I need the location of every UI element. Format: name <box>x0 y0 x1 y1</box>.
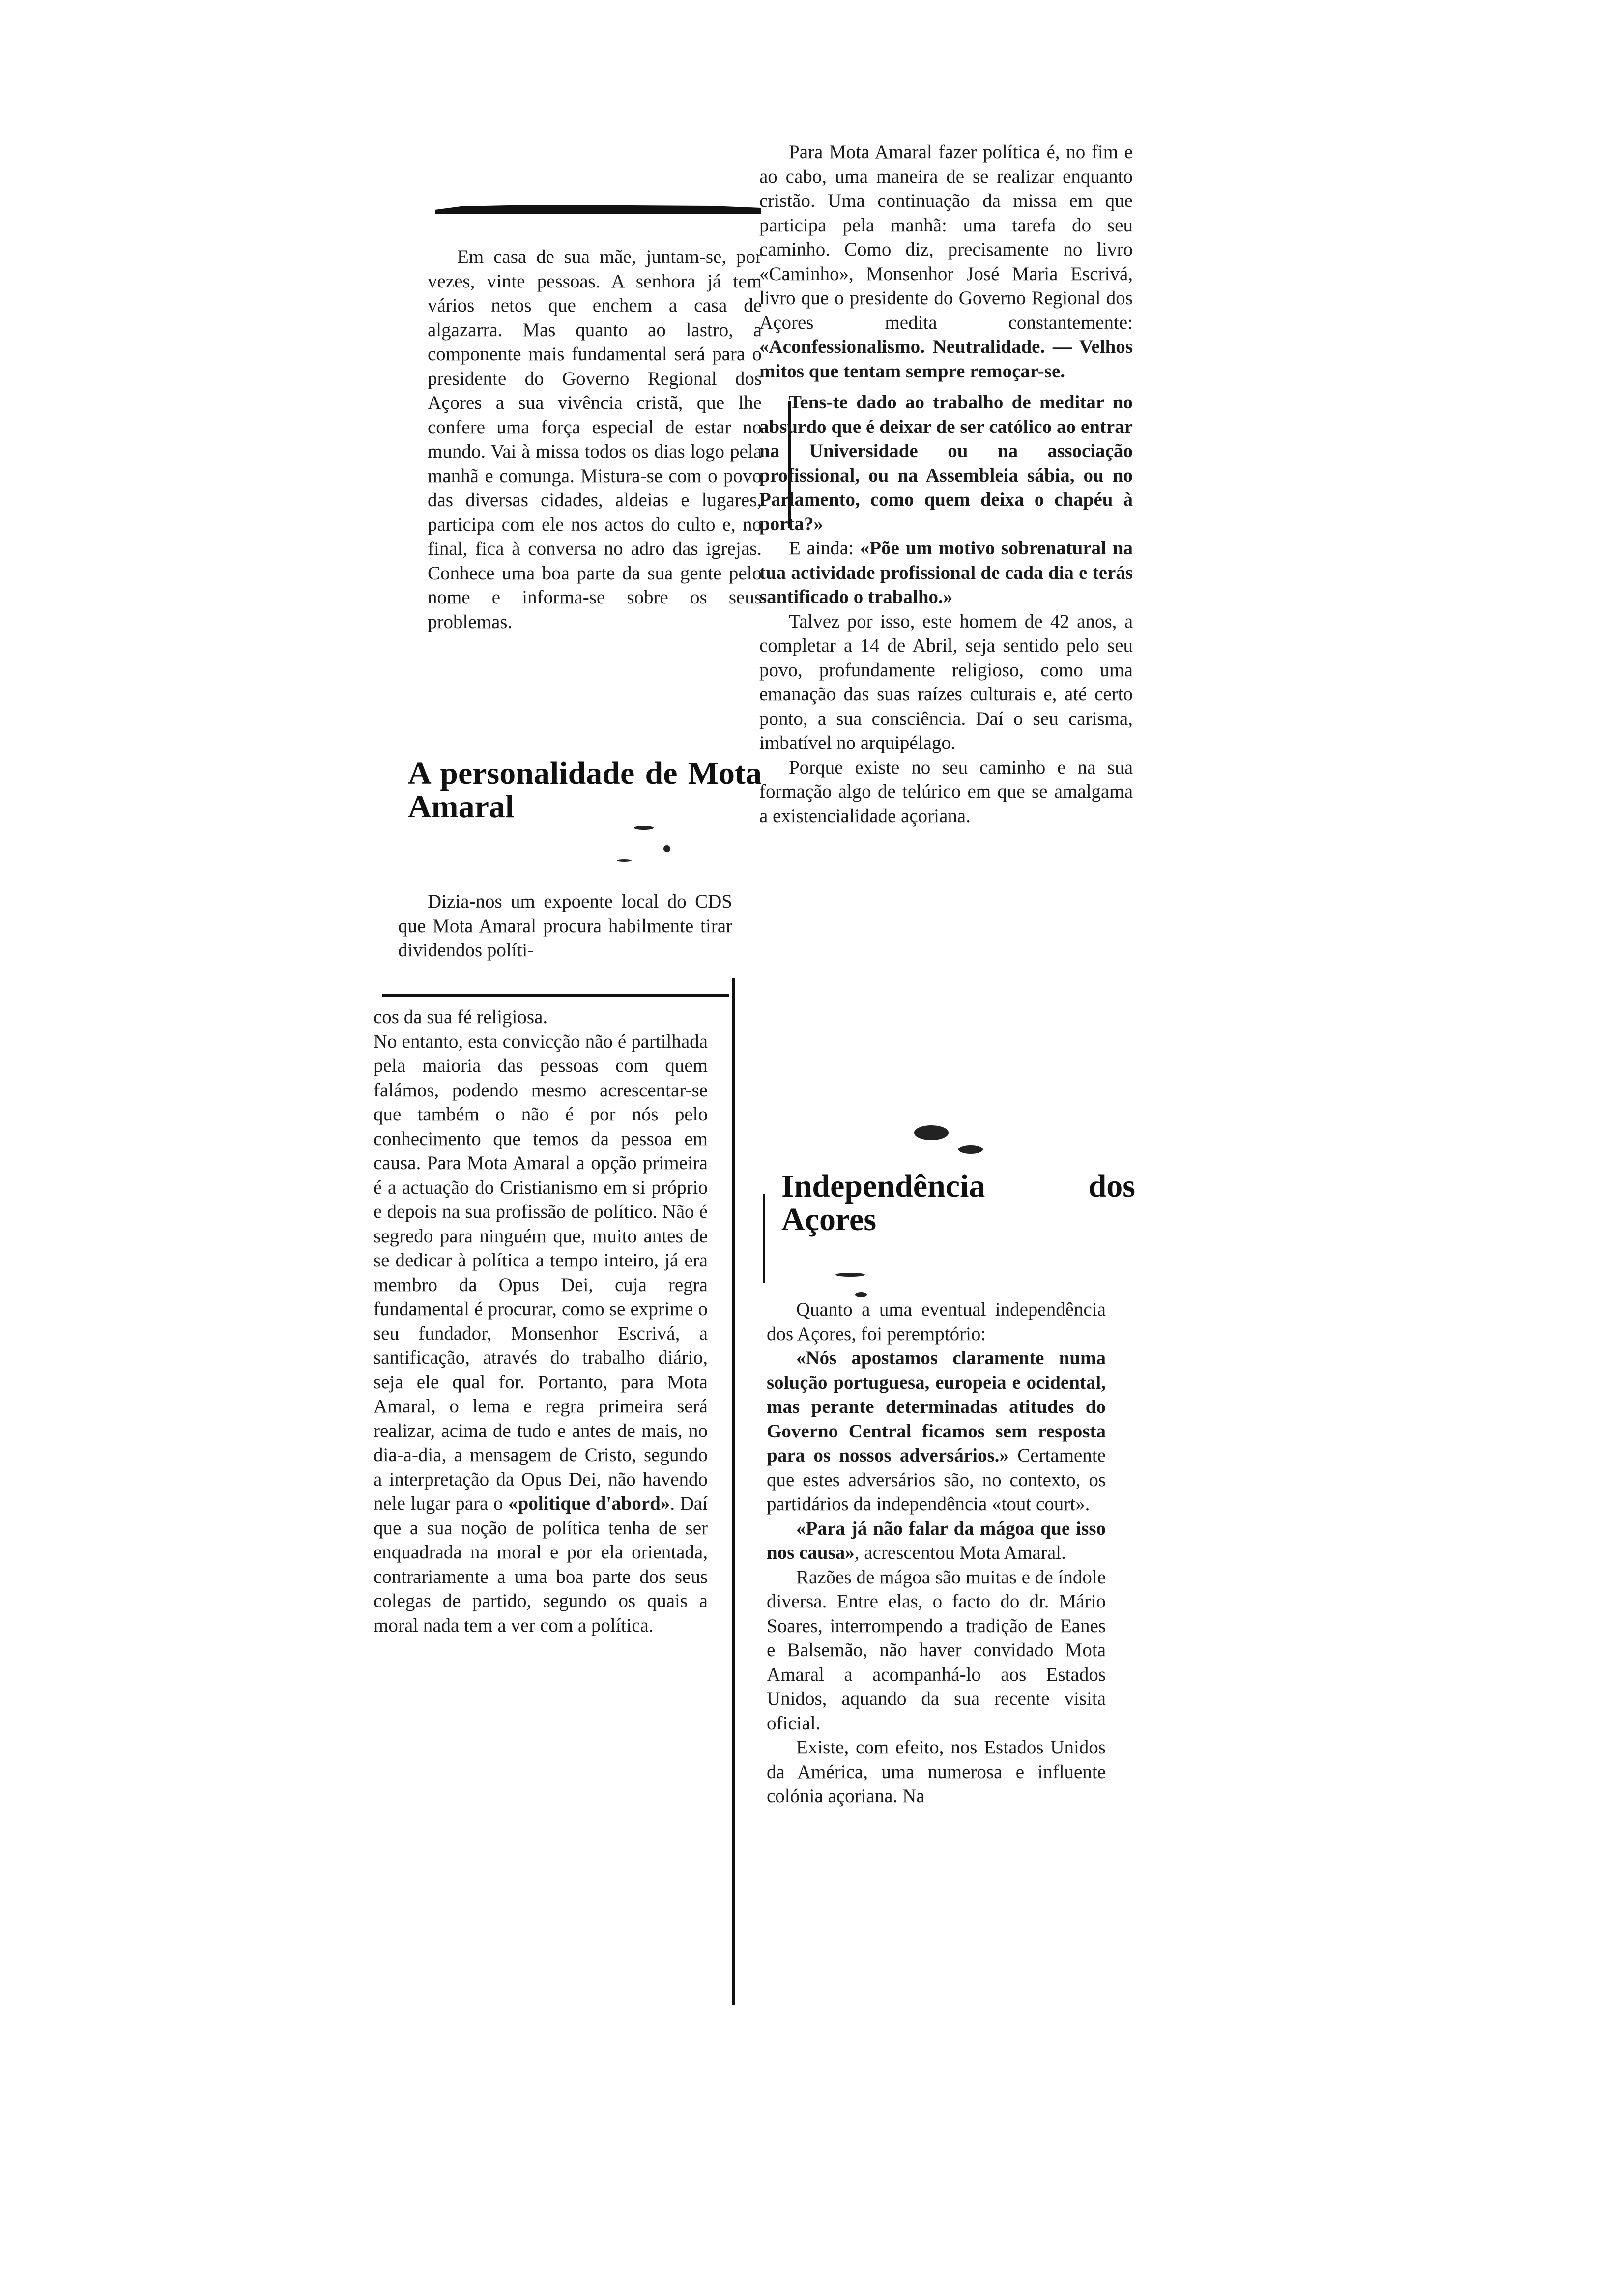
article-paragraph: Existe, com efeito, nos Estados Unidos da América, uma numerosa e influente colónia açoriana. Na <box>767 1737 1106 1807</box>
article-paragraph <box>759 536 1133 609</box>
article-text: Para Mota Amaral fazer política é, no fim e ao cabo, uma maneira de se realizar enquanto cristão. Uma continuação da missa em que participa pela manhã: uma tarefa do seu caminho. Como diz, precisamente no livro «Caminho», Monsenhor José Maria Escrivá, livro que o presidente do Governo Regional dos Açores medita constantemente: <box>759 142 1133 333</box>
article-text: No entanto, esta convicção não é partilhada pela maioria das pessoas com quem falámos, podendo mesmo acrescentar-se que também o não é por nós pelo conhecimento que temos da pessoa em causa. Para Mota Amaral a opção primeira é a actuação do Cristianismo em si próprio e depois na sua profissão de político. Não é segredo para ninguém que, muito antes de se dedicar à política a tempo inteiro, já era membro da Opus Dei, cuja regra fundamental é procurar, como se exprime o seu fundador, Monsenhor Escrivá, a santificação, através do trabalho diário, seja ele qual for. Portanto, para Mota Amaral, o lema e regra primeira será realizar, acima de tudo e antes de mais, no dia-a-dia, a mensagem de Cristo, segundo a interpretação da Opus Dei, não havendo nele lugar para o <box>374 1031 708 1514</box>
left-column-upper <box>428 245 762 634</box>
print-speck <box>855 1292 867 1297</box>
article-paragraph: Talvez por isso, este homem de 42 anos, a completar a 14 de Abril, seja sentido pelo seu povo, profundamente religioso, como uma emanação das suas raízes culturais e, até certo ponto, a sua consciência. Daí o seu carisma, imbatível no arquipélago. <box>759 610 1133 753</box>
article-quote: «Aconfessionalismo. Neutralidade. — Velhos mitos que tentam sempre remoçar-se. <box>759 336 1133 382</box>
article-quote: «Nós apostamos claramente numa solução portuguesa, europeia e ocidental, mas perante determinadas atitudes do Governo Central ficamos sem resposta para os nossos adversários.» <box>767 1348 1106 1466</box>
left-heading-block <box>408 757 762 824</box>
article-paragraph: Em casa de sua mãe, juntam-se, por vezes, vinte pessoas. A senhora já tem vários netos que enchem a casa de algazarra. Mas quanto ao lastro, a componente mais fundamental será para o presidente do Governo Regional dos Açores a sua vivência cristã, que lhe confere uma força especial de estar no mundo. Vai à missa todos os dias logo pela manhã e comunga. Mistura-se com o povo das diversas cidades, aldeias e lugares, participa com ele nos actos do culto e, no final, fica à conversa no adro das igrejas. Conhece uma boa parte da sua gente pelo nome e informa-se sobre os seus problemas. <box>428 246 762 632</box>
article-text: E ainda: <box>789 538 854 559</box>
article-text: , acrescentou Mota Amaral. <box>854 1542 1066 1563</box>
section-heading-independencia: Independência dos Açores <box>781 1168 1135 1237</box>
section-rule <box>382 994 729 997</box>
article-quote: Tens-te dado ao trabalho de meditar no absurdo que é deixar de ser católico ao entrar na Universidade ou na associação profissional, ou na Assembleia sábia, ou no Parlamento, como quem deixa o chapéu à porta?» <box>759 392 1133 535</box>
section-heading-personalidade: A personalidade de Mota Amaral <box>408 755 762 825</box>
article-paragraph: Porque existe no seu caminho e na sua formação algo de telúrico em que se amalgama a existencialidade açoriana. <box>759 756 1133 827</box>
right-column-lower <box>767 1297 1106 1808</box>
article-quote: «politique d'abord» <box>508 1493 670 1514</box>
article-paragraph <box>374 1030 708 1638</box>
top-rule <box>435 204 761 214</box>
print-speck <box>958 1145 983 1154</box>
article-paragraph <box>759 140 1133 383</box>
article-paragraph: Razões de mágoa são muitas e de índole diversa. Entre elas, o facto do dr. Mário Soares, interrompendo a tradição de Eanes e Balsemão, não haver convidado Mota Amaral a acompanhá-lo aos Estados Unidos, aquando da sua recente visita oficial. <box>767 1566 1106 1734</box>
left-column-middle <box>398 890 732 963</box>
print-speck <box>617 859 632 862</box>
column-divider-right-mark <box>763 1194 765 1283</box>
right-column-upper <box>759 140 1133 828</box>
article-paragraph <box>767 1517 1106 1565</box>
article-text: Certamente que estes adversários são, no contexto, os partidários da independência «tout court». <box>767 1445 1106 1515</box>
article-quote: «Para já não falar da mágoa que isso nos causa» <box>767 1518 1106 1563</box>
article-quote: «Põe um motivo sobrenatural na tua actividade profissional de cada dia e terás santificado o trabalho.» <box>759 538 1133 607</box>
article-paragraph <box>759 390 1133 536</box>
print-speck <box>835 1273 865 1277</box>
article-paragraph <box>767 1346 1106 1517</box>
print-speck <box>914 1125 949 1140</box>
article-paragraph: Dizia-nos um expoente local do CDS que Mota Amaral procura habilmente tirar dividendos políti- <box>398 891 732 961</box>
left-column-lower <box>374 1005 708 1637</box>
article-paragraph-continuation: cos da sua fé religiosa. <box>374 1006 548 1028</box>
right-heading-block <box>781 1170 1135 1236</box>
column-divider-lower <box>732 978 735 2005</box>
article-text: . Daí que a sua noção de política tenha de ser enquadrada na moral e por ela orientada, contrariamente a uma boa parte dos seus colegas de partido, segundo os quais a moral nada tem a ver com a política. <box>374 1493 708 1636</box>
article-paragraph: Quanto a uma eventual independência dos Açores, foi peremptório: <box>767 1299 1106 1345</box>
print-speck <box>663 845 670 852</box>
print-speck <box>634 826 654 830</box>
